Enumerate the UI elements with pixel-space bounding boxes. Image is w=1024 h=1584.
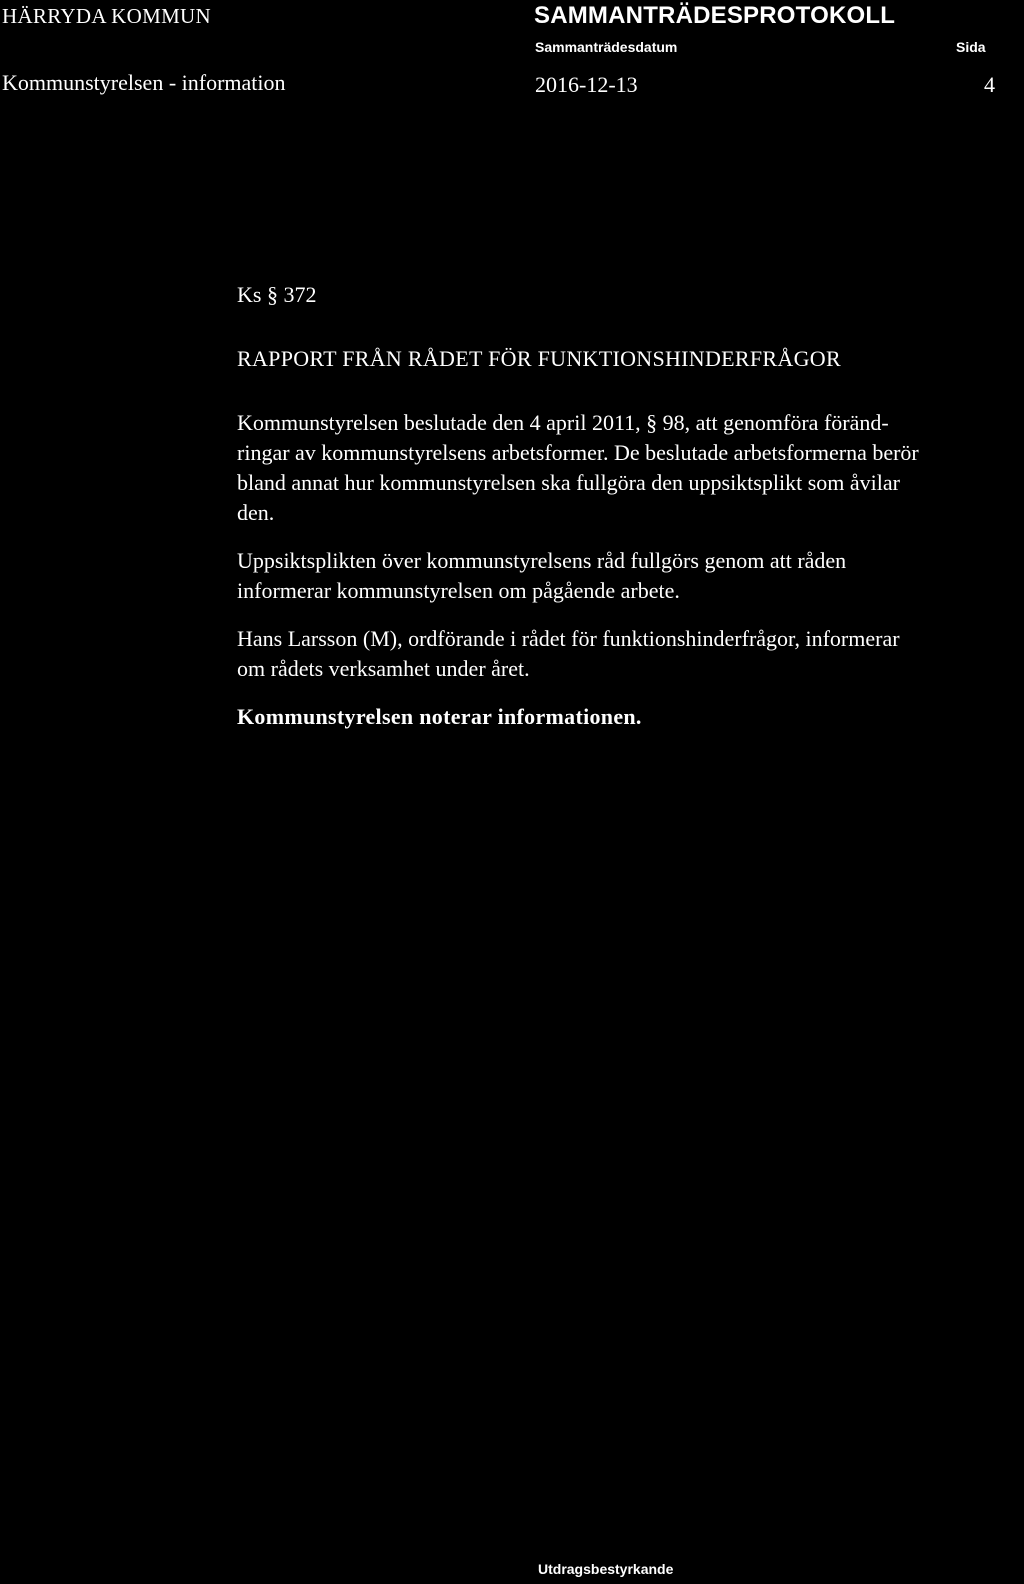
meeting-date-label: Sammanträdesdatum [535,39,678,55]
paragraph-line: Uppsiktsplikten över kommunstyrelsens råd fullgörs genom att råden [237,548,847,573]
protocol-title: SAMMANTRÄDESPROTOKOLL [534,2,896,29]
paragraph-line: om rådets verksamhet under året. [237,656,530,681]
page-number: 4 [984,72,995,97]
municipality-name: HÄRRYDA KOMMUN [2,4,211,28]
paragraph [237,624,1007,684]
page-label: Sida [956,39,986,55]
decision-statement: Kommunstyrelsen noterar informationen. [237,704,642,729]
paragraph-line: ringar av kommunstyrelsens arbetsformer. De beslutade arbetsformerna berör [237,440,919,465]
paragraph-line: den. [237,500,275,525]
section-content [237,280,1007,732]
paragraph [237,408,1007,528]
section-title: RAPPORT FRÅN RÅDET FÖR FUNKTIONSHINDERFRÅGOR [237,346,841,371]
meeting-date-value: 2016-12-13 [535,72,638,97]
paragraph-line: bland annat hur kommunstyrelsen ska fullgöra den uppsiktsplikt som åvilar [237,470,900,495]
footer-certification-label: Utdragsbestyrkande [538,1561,674,1577]
committee-name: Kommunstyrelsen - information [2,70,286,95]
paragraph-line: Hans Larsson (M), ordförande i rådet för funktionshinderfrågor, informerar [237,626,900,651]
paragraph [237,546,1007,606]
paragraph-line: Kommunstyrelsen beslutade den 4 april 2011, § 98, att genomföra föränd- [237,410,889,435]
paragraph-line: informerar kommunstyrelsen om pågående arbete. [237,578,680,603]
section-number: Ks § 372 [237,282,317,307]
